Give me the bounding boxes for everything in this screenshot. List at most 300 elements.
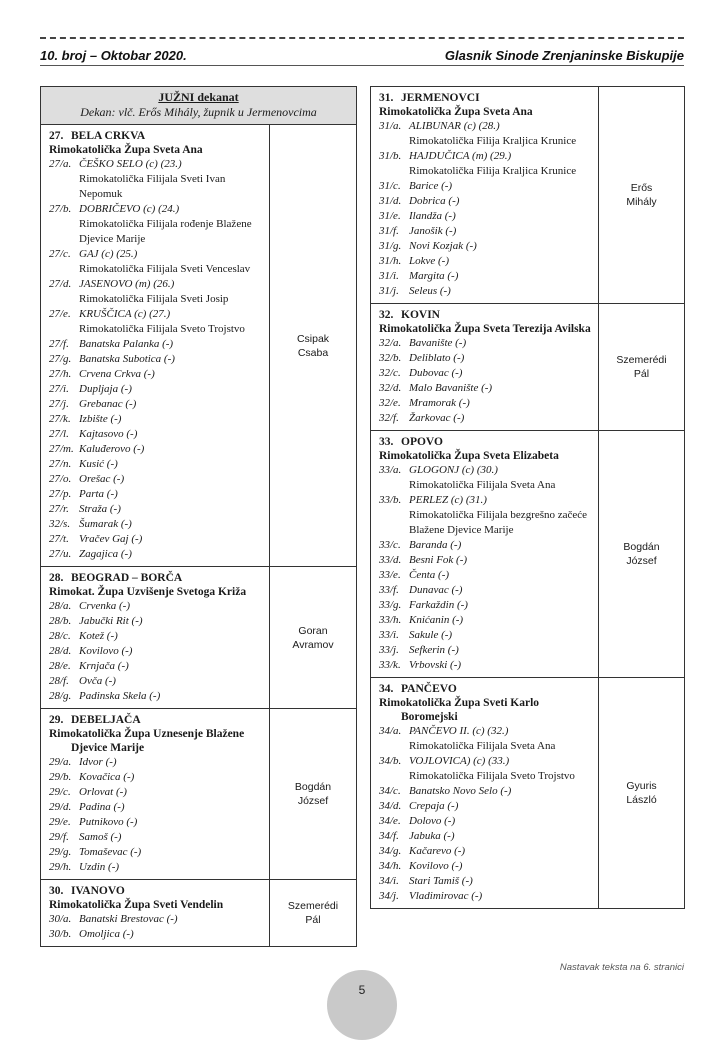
filial-item [379, 381, 594, 396]
filial-item [49, 845, 265, 860]
filial-code: 27/o. [49, 473, 72, 485]
filial-code: 28/c. [49, 630, 71, 642]
filial-code: 27/a. [49, 158, 72, 170]
filial-code: 30/b. [49, 928, 72, 940]
filial-code: 30/a. [49, 913, 72, 925]
parish-row [41, 880, 357, 947]
priest-name-line: Gyuris [626, 780, 657, 792]
parish-title: Rimokatolička Župa Sveta Elizabeta [379, 450, 559, 462]
filial-name: Kovilovo (-) [79, 645, 133, 657]
filial-code: 27/c. [49, 248, 71, 260]
filial-code: 31/i. [379, 270, 399, 282]
right-column [370, 86, 685, 909]
filial-item [379, 269, 594, 284]
filial-item [379, 874, 594, 889]
filial-code: 34/h. [379, 860, 402, 872]
filial-item [379, 463, 594, 493]
filial-item [379, 396, 594, 411]
filial-code: 29/h. [49, 861, 72, 873]
filial-item [49, 755, 265, 770]
filial-item [49, 599, 265, 614]
filial-description: Rimokatolička Filijala Sveti Ivan Nepomuk [79, 173, 226, 200]
filial-code: 27/g. [49, 353, 72, 365]
priest-name-line: Mihály [626, 196, 657, 208]
filial-code: 33/e. [379, 569, 401, 581]
parish-number: 34. [379, 683, 394, 695]
parish-number: 33. [379, 436, 394, 448]
filial-item [49, 644, 265, 659]
filial-item [49, 815, 265, 830]
parish-name: KOVIN [401, 309, 440, 321]
filial-name: Sakule (-) [409, 629, 453, 641]
filial-item [49, 337, 265, 352]
priest-name-line: Pál [305, 914, 321, 926]
filial-code: 28/d. [49, 645, 72, 657]
parish-row [371, 304, 685, 431]
filial-name: Deliblato (-) [409, 352, 465, 364]
filial-item [49, 830, 265, 845]
filial-name: Kotež (-) [79, 630, 118, 642]
filial-item [49, 487, 265, 502]
left-column [40, 86, 357, 947]
filial-name: PERLEZ (c) (31.) [409, 494, 487, 506]
filial-item [49, 307, 265, 337]
filial-name: Dobrica (-) [409, 195, 460, 207]
filial-name: Zagajica (-) [79, 548, 132, 560]
filial-name: Uzdin (-) [79, 861, 120, 873]
filial-code: 34/a. [379, 725, 402, 737]
filial-name: Vladimirovac (-) [409, 890, 483, 902]
filial-code: 27/h. [49, 368, 72, 380]
filial-description: Rimokatolička Filijala Sveti Josip [79, 293, 229, 305]
parish-number: 30. [49, 885, 64, 897]
priest-name-line: Csipak [296, 332, 330, 345]
filial-item [379, 351, 594, 366]
filial-name: ALIBUNAR (c) (28.) [409, 120, 500, 132]
filial-item [379, 754, 594, 784]
priest-cell [599, 431, 685, 678]
parish-heading [379, 91, 594, 119]
filial-code: 33/k. [379, 659, 401, 671]
filial-code: 27/e. [49, 308, 71, 320]
filial-name: Orešac (-) [79, 473, 125, 485]
parish-heading [379, 308, 594, 336]
parish-name: BELA CRKVA [71, 130, 146, 142]
filial-description: Rimokatolička Filijala Sveta Ana [409, 740, 556, 752]
filial-name: Straža (-) [79, 503, 121, 515]
filial-item [49, 770, 265, 785]
parish-cell [41, 125, 270, 567]
filial-item [379, 239, 594, 254]
filial-description: Rimokatolička Filijala Sveta Ana [409, 479, 556, 491]
filial-name: Crepaja (-) [409, 800, 459, 812]
filial-code: 27/k. [49, 413, 71, 425]
filial-code: 33/f. [379, 584, 399, 596]
filial-description: Rimokatolička Filija Kraljica Krunice [409, 165, 577, 177]
filial-item [49, 472, 265, 487]
filial-item [49, 457, 265, 472]
filial-name: Orlovat (-) [79, 786, 127, 798]
filial-item [49, 502, 265, 517]
filial-name: Kajtasovo (-) [79, 428, 138, 440]
filial-item [49, 614, 265, 629]
parish-row [371, 87, 685, 304]
filial-item [379, 336, 594, 351]
priest-cell [599, 678, 685, 909]
filial-code: 33/i. [379, 629, 399, 641]
filial-code: 31/e. [379, 210, 401, 222]
filial-item [379, 658, 594, 673]
filial-item [49, 442, 265, 457]
filial-description: Rimokatolička Filijala rođenje Blažene Djevice Marije [79, 218, 252, 245]
filial-name: Padina (-) [79, 801, 125, 813]
dekanat-subtitle: Dekan: vlč. Erős Mihály, župnik u Jermenovcima [80, 105, 317, 119]
filial-name: Mramorak (-) [409, 397, 470, 409]
filial-code: 34/g. [379, 845, 402, 857]
filial-item [49, 397, 265, 412]
continuation-note: Nastavak teksta na 6. stranici [559, 962, 684, 973]
filial-name: Omoljica (-) [79, 928, 134, 940]
filial-code: 28/f. [49, 675, 69, 687]
header-divider [40, 65, 684, 66]
parish-name: PANČEVO [401, 683, 457, 695]
filial-code: 34/b. [379, 755, 402, 767]
filial-item [49, 800, 265, 815]
filial-name: Seleus (-) [409, 285, 451, 297]
parish-row [41, 567, 357, 709]
parish-cell [371, 678, 599, 909]
filial-name: HAJDUČICA (m) (29.) [409, 150, 512, 162]
filial-code: 28/g. [49, 690, 72, 702]
filial-name: Samoš (-) [79, 831, 122, 843]
filial-name: Ovča (-) [79, 675, 116, 687]
parish-row [41, 709, 357, 880]
filial-code: 29/c. [49, 786, 71, 798]
filial-code: 32/d. [379, 382, 402, 394]
filial-code: 27/m. [49, 443, 74, 455]
filial-code: 32/f. [379, 412, 399, 424]
parish-cell [41, 567, 270, 709]
publication-title: Glasnik Sinode Zrenjaninske Biskupije [444, 48, 684, 63]
filial-item [379, 149, 594, 179]
filial-item [49, 860, 265, 875]
filial-name: Banatski Brestovac (-) [79, 913, 178, 925]
filial-code: 31/a. [379, 120, 402, 132]
issue-label: 10. broj – Oktobar 2020. [40, 48, 187, 63]
priest-name-line: Bogdán [623, 541, 660, 553]
filial-code: 29/e. [49, 816, 71, 828]
filial-name: Barice (-) [409, 180, 453, 192]
filial-item [49, 689, 265, 704]
filial-code: 27/n. [49, 458, 72, 470]
filial-name: Dunavac (-) [409, 584, 463, 596]
filial-item [49, 517, 265, 532]
parish-number: 28. [49, 572, 64, 584]
parish-row [371, 431, 685, 678]
filial-item [379, 119, 594, 149]
filial-code: 34/f. [379, 830, 399, 842]
parish-name: JERMENOVCI [401, 92, 480, 104]
filial-description: Rimokatolička Filijala Sveto Trojstvo [409, 770, 575, 782]
filial-item [49, 202, 265, 247]
filial-item [379, 784, 594, 799]
filial-name: Crvenka (-) [79, 600, 131, 612]
parish-title: Rimokat. Župa Uzvišenje Svetoga Križa [49, 586, 247, 598]
filial-code: 31/c. [379, 180, 401, 192]
filial-code: 32/c. [379, 367, 401, 379]
filial-code: 33/a. [379, 464, 402, 476]
parish-title: Rimokatolička Župa Uznesenje Blažene Djevice Marije [49, 728, 245, 754]
filial-item [379, 568, 594, 583]
filial-item [49, 927, 265, 942]
filial-name: Putnikovo (-) [79, 816, 138, 828]
filial-name: Padinska Skela (-) [79, 690, 161, 702]
priest-name-line: Csaba [297, 346, 329, 359]
filial-code: 27/j. [49, 398, 69, 410]
filial-name: Bavanište (-) [409, 337, 467, 349]
filial-name: GLOGONJ (c) (30.) [409, 464, 498, 476]
filial-name: Čenta (-) [409, 569, 450, 581]
page-number-badge [327, 970, 397, 1040]
filial-item [49, 412, 265, 427]
priest-name-line: Bogdán [294, 781, 332, 793]
dekanat-title: JUŽNI dekanat [158, 90, 239, 104]
priest-name-line: László [626, 794, 657, 806]
parish-title: Rimokatolička Župa Sveta Terezija Avilska [379, 323, 591, 335]
filial-item [379, 254, 594, 269]
filial-item [379, 859, 594, 874]
filial-code: 27/u. [49, 548, 72, 560]
filial-name: Kovilovo (-) [409, 860, 463, 872]
filial-code: 31/h. [379, 255, 402, 267]
parish-number: 32. [379, 309, 394, 321]
filial-code: 34/j. [379, 890, 399, 902]
filial-description: Rimokatolička Filijala Sveti Venceslav [79, 263, 251, 275]
filial-item [379, 598, 594, 613]
filial-code: 32/b. [379, 352, 402, 364]
filial-item [379, 553, 594, 568]
filial-code: 33/j. [379, 644, 399, 656]
filial-code: 27/p. [49, 488, 72, 500]
filial-name: Novi Kozjak (-) [409, 240, 477, 252]
filial-code: 29/b. [49, 771, 72, 783]
filial-item [49, 427, 265, 442]
filial-code: 29/f. [49, 831, 69, 843]
filial-item [379, 799, 594, 814]
filial-item [379, 583, 594, 598]
filial-code: 33/b. [379, 494, 402, 506]
filial-item [379, 613, 594, 628]
filial-code: 28/a. [49, 600, 72, 612]
filial-item [49, 785, 265, 800]
parish-cell [371, 431, 599, 678]
parish-row [371, 678, 685, 909]
filial-name: Stari Tamiš (-) [409, 875, 473, 887]
filial-code: 33/h. [379, 614, 402, 626]
filial-description: Rimokatolička Filijala Sveto Trojstvo [79, 323, 245, 335]
filial-code: 29/d. [49, 801, 72, 813]
parish-heading [379, 435, 594, 463]
filial-code: 33/d. [379, 554, 402, 566]
parish-name: IVANOVO [71, 885, 125, 897]
filial-code: 27/l. [49, 428, 69, 440]
filial-name: VOJLOVICA) (c) (33.) [409, 755, 510, 767]
parish-heading [49, 713, 265, 755]
filial-item [379, 493, 594, 538]
filial-name: ČEŠKO SELO (c) (23.) [79, 158, 182, 170]
priest-cell [270, 709, 357, 880]
filial-code: 34/c. [379, 785, 401, 797]
filial-item [49, 352, 265, 367]
filial-item [379, 209, 594, 224]
filial-name: Sefkerin (-) [409, 644, 459, 656]
filial-name: Kusić (-) [79, 458, 118, 470]
filial-item [49, 547, 265, 562]
filial-name: GAJ (c) (25.) [79, 248, 138, 260]
parish-number: 29. [49, 714, 64, 726]
filial-name: Dubovac (-) [409, 367, 463, 379]
filial-item [49, 157, 265, 202]
filial-name: Knićanin (-) [409, 614, 464, 626]
filial-item [379, 194, 594, 209]
filial-code: 31/d. [379, 195, 402, 207]
filial-name: KRUŠČICA (c) (27.) [79, 308, 171, 320]
filial-item [49, 532, 265, 547]
filial-name: Kovačica (-) [79, 771, 135, 783]
filial-name: Ilandža (-) [409, 210, 456, 222]
priest-cell [599, 87, 685, 304]
filial-item [379, 538, 594, 553]
filial-name: Lokve (-) [409, 255, 450, 267]
filial-item [379, 814, 594, 829]
filial-description: Rimokatolička Filijala bezgrešno začeće Blažene Djevice Marije [409, 509, 588, 536]
filial-code: 34/d. [379, 800, 402, 812]
filial-name: Parta (-) [79, 488, 118, 500]
parish-number: 27. [49, 130, 64, 142]
dekanat-header-row [41, 87, 357, 125]
filial-name: Kačarevo (-) [409, 845, 466, 857]
filial-code: 32/a. [379, 337, 402, 349]
filial-item [379, 224, 594, 239]
priest-name-line: Szemerédi [287, 900, 339, 912]
filial-name: Banatska Palanka (-) [79, 338, 174, 350]
filial-name: Besni Fok (-) [409, 554, 468, 566]
filial-item [379, 411, 594, 426]
priest-cell [270, 125, 357, 567]
filial-item [49, 674, 265, 689]
dekanat-table-right [370, 86, 685, 909]
filial-name: Šumarak (-) [79, 518, 132, 530]
filial-item [379, 284, 594, 299]
filial-code: 27/t. [49, 533, 69, 545]
filial-name: Farkaždin (-) [409, 599, 468, 611]
filial-name: Jabučki Rit (-) [79, 615, 143, 627]
filial-name: Vračev Gaj (-) [79, 533, 143, 545]
priest-name-line: József [626, 555, 657, 567]
filial-code: 29/a. [49, 756, 72, 768]
filial-name: JASENOVO (m) (26.) [79, 278, 175, 290]
filial-name: DOBRIČEVO (c) (24.) [79, 203, 180, 215]
priest-name-line: Szemerédi [616, 354, 667, 366]
parish-title: Rimokatolička Župa Sveti Karlo Boromejski [379, 697, 540, 723]
filial-code: 31/f. [379, 225, 399, 237]
filial-code: 33/c. [379, 539, 401, 551]
filial-name: Vrbovski (-) [409, 659, 462, 671]
filial-name: Banatsko Novo Selo (-) [409, 785, 512, 797]
filial-name: Janošik (-) [409, 225, 457, 237]
filial-name: PANČEVO II. (c) (32.) [409, 725, 509, 737]
filial-name: Kaluđerovo (-) [79, 443, 145, 455]
parish-row [41, 125, 357, 567]
filial-name: Crvena Crkva (-) [79, 368, 155, 380]
filial-name: Dolovo (-) [409, 815, 456, 827]
parish-name: DEBELJAČA [71, 714, 141, 726]
filial-item [379, 829, 594, 844]
filial-item [379, 889, 594, 904]
filial-item [379, 366, 594, 381]
filial-code: 31/b. [379, 150, 402, 162]
filial-item [49, 277, 265, 307]
parish-number: 31. [379, 92, 394, 104]
parish-title: Rimokatolička Župa Sveta Ana [49, 144, 203, 156]
parish-cell [371, 87, 599, 304]
priest-name-line: Pál [633, 368, 650, 380]
parish-heading [379, 682, 594, 724]
filial-code: 27/r. [49, 503, 69, 515]
filial-code: 31/g. [379, 240, 402, 252]
filial-name: Žarkovac (-) [409, 412, 465, 424]
filial-name: Izbište (-) [79, 413, 122, 425]
filial-item [49, 247, 265, 277]
filial-code: 27/d. [49, 278, 72, 290]
filial-item [379, 179, 594, 194]
filial-code: 34/e. [379, 815, 401, 827]
parish-name: BEOGRAD – BORČA [71, 572, 183, 584]
priest-cell [270, 567, 357, 709]
parish-name: OPOVO [401, 436, 443, 448]
filial-name: Banatska Subotica (-) [79, 353, 175, 365]
filial-name: Grebanac (-) [79, 398, 137, 410]
parish-heading [49, 884, 265, 912]
filial-item [379, 643, 594, 658]
parish-title: Rimokatolička Župa Sveta Ana [379, 106, 533, 118]
filial-code: 31/j. [379, 285, 399, 297]
filial-item [49, 659, 265, 674]
priest-name-line: József [297, 795, 329, 807]
filial-item [49, 629, 265, 644]
filial-item [379, 724, 594, 754]
filial-name: Krnjača (-) [79, 660, 129, 672]
filial-code: 33/g. [379, 599, 402, 611]
priest-name-line: Avramov [292, 638, 334, 651]
dekanat-header [41, 87, 357, 125]
filial-name: Tomaševac (-) [79, 846, 142, 858]
filial-code: 28/b. [49, 615, 72, 627]
parish-cell [41, 880, 270, 947]
priest-cell [599, 304, 685, 431]
priest-name-line: Goran [298, 624, 328, 637]
parish-heading [49, 571, 265, 599]
filial-code: 28/e. [49, 660, 71, 672]
parish-cell [41, 709, 270, 880]
filial-item [379, 628, 594, 643]
filial-name: Idvor (-) [79, 756, 117, 768]
filial-name: Margita (-) [409, 270, 459, 282]
filial-name: Baranda (-) [409, 539, 462, 551]
filial-code: 32/e. [379, 397, 401, 409]
filial-code: 29/g. [49, 846, 72, 858]
filial-item [49, 382, 265, 397]
